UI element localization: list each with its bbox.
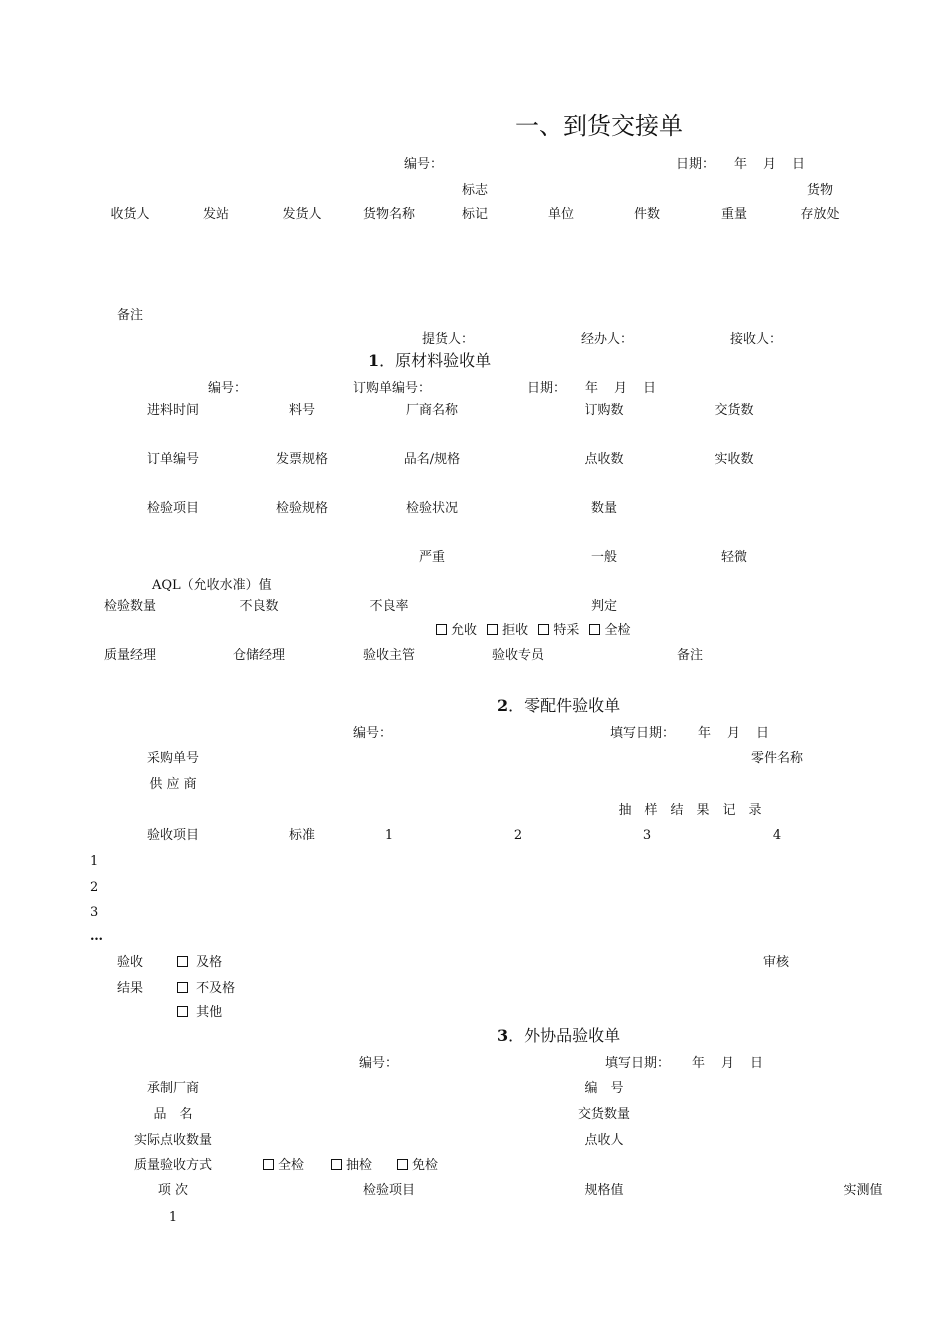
s1-defect-count: 不良数 xyxy=(239,599,279,614)
s0-remark-label: 备注 xyxy=(117,308,144,323)
s1-aql-label: AQL（允收水准）值 xyxy=(152,578,272,593)
s3-exempt-inspection-checkbox[interactable] xyxy=(397,1159,438,1172)
s1-remark: 备注 xyxy=(676,648,704,663)
s1-order-number-label: 订购单编号： xyxy=(353,381,432,396)
s1-inspection-specialist: 验收专员 xyxy=(491,648,545,663)
s2-header-sample-4: 4 xyxy=(772,828,782,843)
s3-manufacturer: 承制厂商 xyxy=(146,1081,200,1096)
s2-pass-label: 及格 xyxy=(196,955,223,970)
s1-judgment: 判定 xyxy=(590,599,618,614)
parts-title-num: 2 xyxy=(497,696,509,715)
s2-po-number: 采购单号 xyxy=(146,751,200,766)
s0-header-pieces: 件数 xyxy=(633,207,661,222)
s1-quality-manager: 质量经理 xyxy=(103,648,157,663)
s1-received-qty: 实收数 xyxy=(714,452,754,467)
s2-fail-label: 不及格 xyxy=(196,981,236,996)
checkbox-icon xyxy=(589,624,600,635)
s3-year: 年 xyxy=(692,1056,706,1071)
s2-year: 年 xyxy=(698,726,712,741)
s3-sample-label: 抽检 xyxy=(346,1158,373,1173)
s2-accept-label: 验收 xyxy=(117,955,144,970)
s1-day: 日 xyxy=(643,381,657,396)
s0-header-goods-name: 货物名称 xyxy=(362,207,416,222)
s1-product-spec: 品名/规格 xyxy=(403,452,461,467)
s0-header-station: 发站 xyxy=(202,207,230,222)
s3-header-inspection-item: 检验项目 xyxy=(362,1183,416,1198)
checkbox-icon xyxy=(538,624,549,635)
verdict-special-checkbox[interactable] xyxy=(538,624,579,637)
checkbox-icon xyxy=(331,1159,342,1170)
s1-verdict-options xyxy=(436,624,636,637)
s0-receiver-label: 接收人： xyxy=(730,332,783,347)
s1-severity-minor: 轻微 xyxy=(720,550,748,565)
s2-result-label: 结果 xyxy=(117,981,144,996)
s1-material-no: 料号 xyxy=(288,403,316,418)
s2-supplier: 供 应 商 xyxy=(149,777,197,792)
s3-product-name: 品 名 xyxy=(153,1107,193,1122)
checkbox-icon xyxy=(487,624,498,635)
s3-full-label: 全检 xyxy=(278,1158,305,1173)
verdict-accept-label: 允收 xyxy=(451,623,478,638)
s3-full-inspection-checkbox[interactable] xyxy=(263,1159,304,1172)
s1-inspection-status: 检验状况 xyxy=(405,501,459,516)
s3-counter: 点收人 xyxy=(584,1133,624,1148)
s1-incoming-time: 进料时间 xyxy=(146,403,200,418)
s3-actual-qty: 实际点收数量 xyxy=(133,1133,213,1148)
s2-month: 月 xyxy=(727,726,741,741)
s1-invoice-spec: 发票规格 xyxy=(275,452,329,467)
s1-defect-rate: 不良率 xyxy=(369,599,409,614)
s2-date-label: 填写日期： xyxy=(610,726,676,741)
s0-header-mark: 标记 xyxy=(461,207,489,222)
s2-row-2: 2 xyxy=(90,880,99,895)
checkbox-icon xyxy=(177,1006,188,1017)
verdict-full-checkbox[interactable] xyxy=(589,624,630,637)
s1-inspection-qty: 检验数量 xyxy=(103,599,157,614)
s0-header-shipper: 发货人 xyxy=(282,207,322,222)
s3-month: 月 xyxy=(721,1056,735,1071)
s2-pass-checkbox[interactable] xyxy=(177,956,222,969)
s0-header-weight: 重量 xyxy=(720,207,748,222)
s3-method-label: 质量验收方式 xyxy=(133,1158,213,1173)
outsourced-title xyxy=(497,1028,620,1044)
parts-title xyxy=(497,698,620,714)
s0-date-label: 日期： xyxy=(676,157,716,172)
s2-sampling-record: 抽 样 结 果 记 录 xyxy=(618,803,762,818)
s1-counted-qty: 点收数 xyxy=(584,452,624,467)
s3-delivery-qty: 交货数量 xyxy=(577,1107,631,1122)
verdict-full-label: 全检 xyxy=(604,623,631,638)
s0-handler-label: 经办人： xyxy=(581,332,634,347)
s3-date-label: 填写日期： xyxy=(605,1056,671,1071)
s3-exempt-label: 免检 xyxy=(412,1158,439,1173)
s2-row-1: 1 xyxy=(90,854,99,869)
s3-header-item-no: 项 次 xyxy=(157,1183,189,1198)
s0-number-label: 编号： xyxy=(404,157,444,172)
s1-severity-critical: 严重 xyxy=(418,550,446,565)
s2-fail-checkbox[interactable] xyxy=(177,982,235,995)
raw-material-title xyxy=(368,353,491,369)
s1-severity-major: 一般 xyxy=(590,550,618,565)
s1-quantity: 数量 xyxy=(590,501,618,516)
s0-header-consignee: 收货人 xyxy=(110,207,150,222)
s0-year: 年 xyxy=(734,157,748,172)
s3-number: 编 号 xyxy=(584,1081,624,1096)
checkbox-icon xyxy=(177,982,188,993)
s1-warehouse-manager: 仓储经理 xyxy=(232,648,286,663)
verdict-accept-checkbox[interactable] xyxy=(436,624,477,637)
s0-day: 日 xyxy=(792,157,806,172)
s1-date-label: 日期： xyxy=(527,381,567,396)
s3-header-spec-value: 规格值 xyxy=(584,1183,624,1198)
verdict-reject-label: 拒收 xyxy=(502,623,529,638)
s3-number-label: 编号： xyxy=(359,1056,399,1071)
s1-inspection-item: 检验项目 xyxy=(146,501,200,516)
s1-month: 月 xyxy=(614,381,628,396)
s2-day: 日 xyxy=(756,726,770,741)
s2-header-item: 验收项目 xyxy=(146,828,200,843)
checkbox-icon xyxy=(177,956,188,967)
outsourced-title-text: ．外协品验收单 xyxy=(508,1026,621,1045)
s3-header-measured-value: 实测值 xyxy=(843,1183,883,1198)
s0-goods-top-label: 货物 xyxy=(806,183,834,198)
s0-header-unit: 单位 xyxy=(547,207,575,222)
s2-part-name: 零件名称 xyxy=(750,751,804,766)
s0-header-storage: 存放处 xyxy=(800,207,840,222)
checkbox-icon xyxy=(397,1159,408,1170)
s2-header-standard: 标准 xyxy=(288,828,316,843)
s1-order-qty: 订购数 xyxy=(584,403,624,418)
s2-review-label: 审核 xyxy=(763,955,790,970)
checkbox-icon xyxy=(436,624,447,635)
verdict-special-label: 特采 xyxy=(553,623,580,638)
s1-number-label: 编号： xyxy=(208,381,248,396)
parts-title-text: ．零配件验收单 xyxy=(508,696,621,715)
s0-month: 月 xyxy=(763,157,777,172)
s1-delivery-qty: 交货数 xyxy=(714,403,754,418)
s3-row-1: 1 xyxy=(168,1210,178,1225)
s1-inspection-spec: 检验规格 xyxy=(275,501,329,516)
s1-vendor-name: 厂商名称 xyxy=(405,403,459,418)
s2-other-checkbox[interactable] xyxy=(177,1006,222,1019)
s1-year: 年 xyxy=(585,381,599,396)
s2-header-sample-1: 1 xyxy=(384,828,394,843)
s2-other-label: 其他 xyxy=(196,1005,223,1020)
s3-day: 日 xyxy=(750,1056,764,1071)
s2-header-sample-3: 3 xyxy=(642,828,652,843)
s2-row-3: 3 xyxy=(90,905,99,920)
s2-header-sample-2: 2 xyxy=(513,828,523,843)
s0-picker-label: 提货人： xyxy=(422,332,475,347)
s3-sample-inspection-checkbox[interactable] xyxy=(331,1159,372,1172)
checkbox-icon xyxy=(263,1159,274,1170)
s1-order-number: 订单编号 xyxy=(146,452,200,467)
raw-material-title-num: 1 xyxy=(368,351,380,370)
verdict-reject-checkbox[interactable] xyxy=(487,624,528,637)
delivery-handover-title: 一、到货交接单 xyxy=(515,112,683,140)
s2-row-ellipsis: … xyxy=(90,929,103,944)
outsourced-title-num: 3 xyxy=(497,1026,509,1045)
s2-number-label: 编号： xyxy=(353,726,393,741)
s0-mark-top-label: 标志 xyxy=(461,183,489,198)
raw-material-title-text: ．原材料验收单 xyxy=(379,351,492,370)
s1-inspection-supervisor: 验收主管 xyxy=(362,648,416,663)
